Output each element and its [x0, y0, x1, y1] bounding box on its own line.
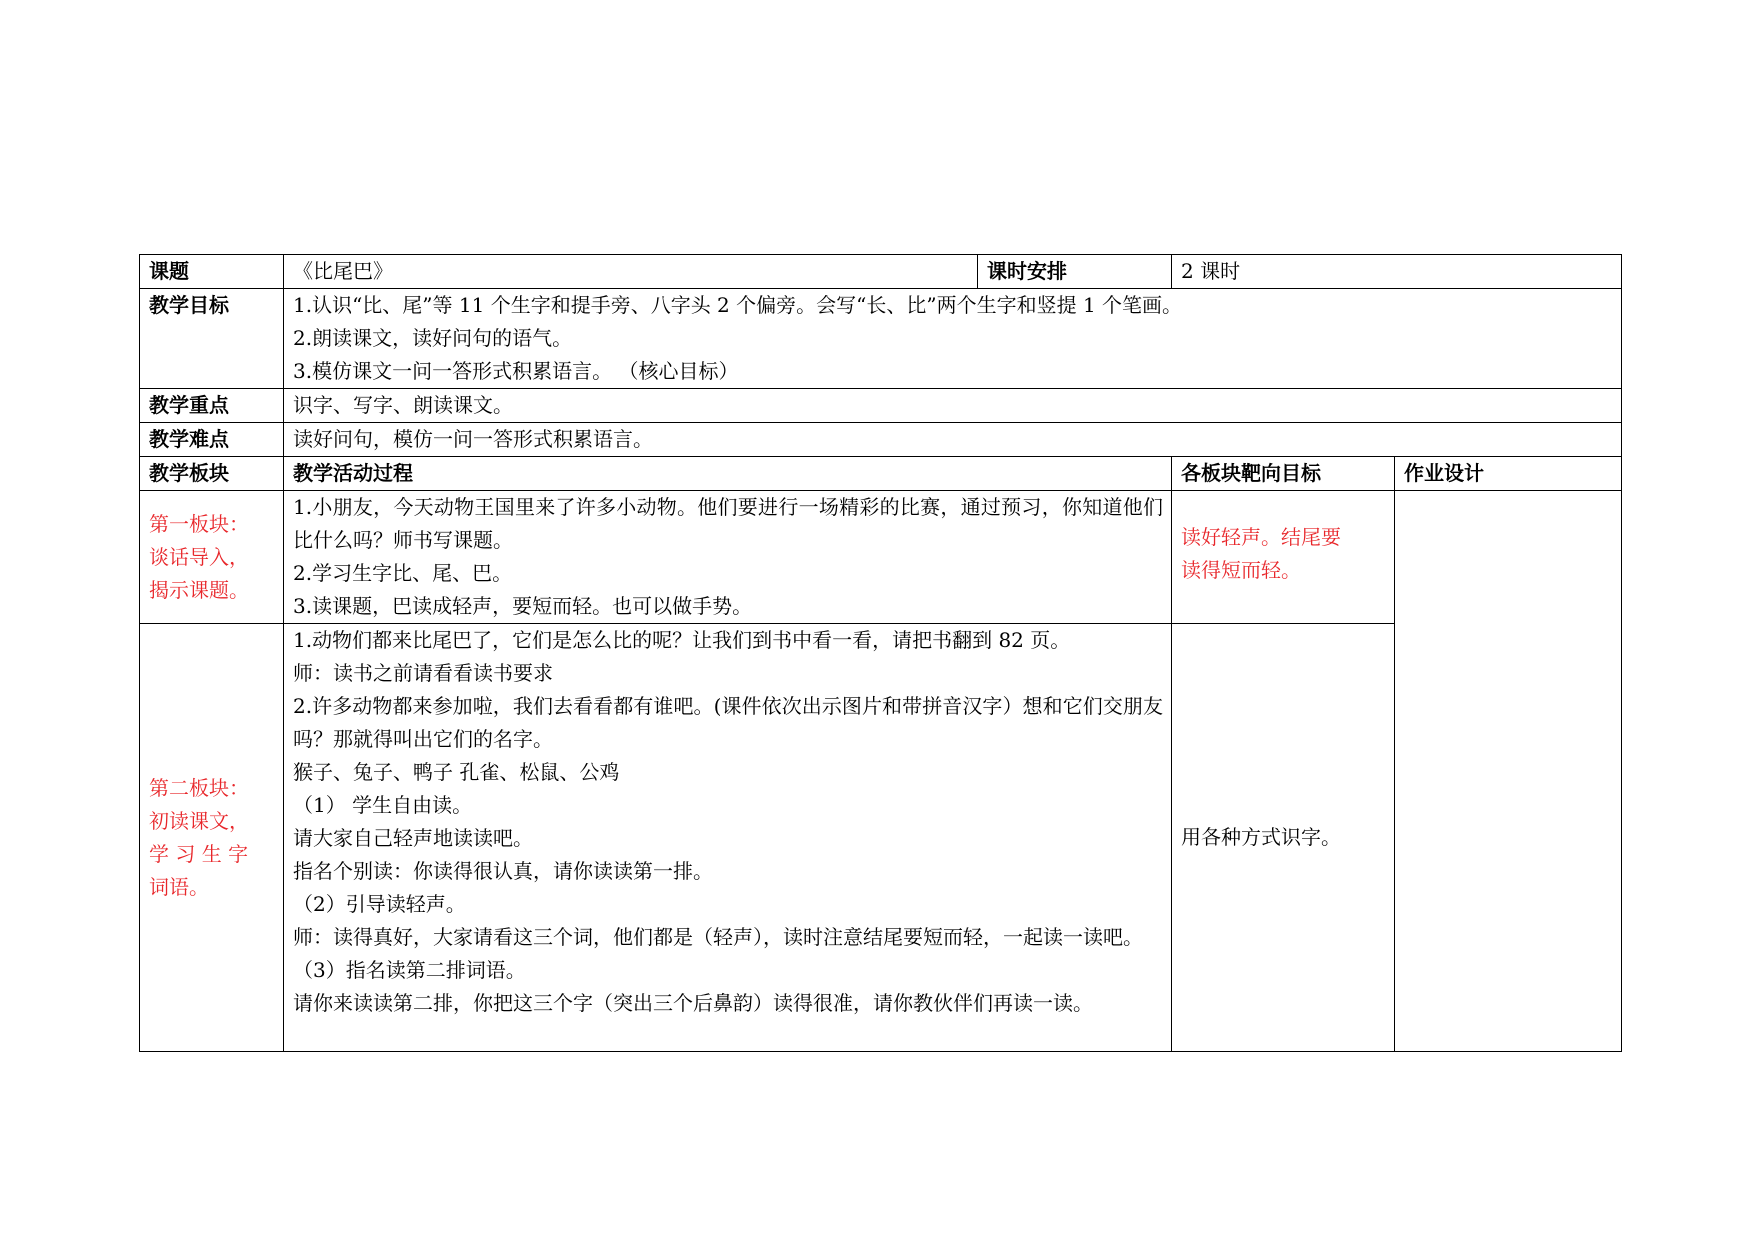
- process-step: 2.学习生字比、尾、巴。: [293, 561, 513, 585]
- schedule-value: 2 课时: [1172, 255, 1622, 289]
- block-process: [284, 624, 1172, 1052]
- objective-item: 3.模仿课文一问一答形式积累语言。 （核心目标）: [293, 359, 739, 383]
- process-step: 请你来读读第二排，你把这三个字（突出三个后鼻韵）读得很准，请你教伙伴们再读一读。: [293, 991, 1093, 1015]
- process-step: 请大家自己轻声地读读吧。: [293, 826, 533, 850]
- block-label: [140, 624, 284, 1052]
- block-label-line: 揭示课题。: [149, 577, 249, 602]
- process-step: 猴子、兔子、鸭子 孔雀、松鼠、公鸡: [293, 760, 620, 784]
- target-line: 用各种方式识字。: [1181, 825, 1341, 849]
- topic-value: 《比尾巴》: [284, 255, 978, 289]
- block-process: [284, 491, 1172, 624]
- topic-row: [140, 255, 1622, 289]
- process-step: （3）指名读第二排词语。: [293, 958, 526, 982]
- process-step: 3.读课题，巴读成轻声，要短而轻。也可以做手势。: [293, 594, 753, 618]
- block-label-line: 词语。: [149, 874, 209, 899]
- objective-item: 1.认识“比、尾”等 11 个生字和提手旁、八字头 2 个偏旁。会写“长、比”两个生字和竖提 1 个笔画。: [293, 293, 1183, 317]
- column-header-target: 各板块靶向目标: [1172, 457, 1395, 491]
- column-header-process: 教学活动过程: [284, 457, 1172, 491]
- schedule-label: 课时安排: [978, 255, 1172, 289]
- column-header-homework: 作业设计: [1395, 457, 1622, 491]
- block-label-line: 初读课文，: [149, 808, 249, 833]
- key-points-row: [140, 389, 1622, 423]
- column-header-row: [140, 457, 1622, 491]
- objectives-label: 教学目标: [140, 289, 284, 389]
- process-step: 师：读得真好，大家请看这三个词，他们都是（轻声），读时注意结尾要短而轻，一起读一读吧。: [293, 925, 1143, 949]
- block-label-line: 第一板块：: [149, 511, 249, 536]
- key-points-label: 教学重点: [140, 389, 284, 423]
- block-label-line: 谈话导入，: [149, 544, 249, 569]
- process-step: 师：读书之前请看看读书要求: [293, 661, 553, 685]
- block-label-line: 学 习 生 字: [149, 841, 249, 866]
- lesson-plan-table: [139, 254, 1622, 1052]
- block-target: [1172, 624, 1395, 1052]
- difficulties-value: 读好问句，模仿一问一答形式积累语言。: [284, 423, 1622, 457]
- process-step: 1.小朋友，今天动物王国里来了许多小动物。他们要进行一场精彩的比赛，通过预习，你知道他们比什么吗？师书写课题。: [293, 495, 1163, 552]
- block-row: [140, 491, 1622, 624]
- difficulties-label: 教学难点: [140, 423, 284, 457]
- column-header-block: 教学板块: [140, 457, 284, 491]
- block-label: [140, 491, 284, 624]
- objectives-content: [284, 289, 1622, 389]
- difficulties-row: [140, 423, 1622, 457]
- homework-cell: [1395, 491, 1622, 1052]
- process-step: （1） 学生自由读。: [293, 793, 473, 817]
- target-line: 读好轻声。结尾要: [1181, 525, 1341, 549]
- process-step: 指名个别读：你读得很认真，请你读读第一排。: [293, 859, 713, 883]
- block-target: [1172, 491, 1395, 624]
- process-step: 1.动物们都来比尾巴了，它们是怎么比的呢？让我们到书中看一看，请把书翻到 82 页。: [293, 628, 1071, 652]
- topic-label: 课题: [140, 255, 284, 289]
- objective-item: 2.朗读课文，读好问句的语气。: [293, 326, 573, 350]
- process-step: 2.许多动物都来参加啦，我们去看看都有谁吧。(课件依次出示图片和带拼音汉字）想和它们交朋友吗？那就得叫出它们的名字。: [293, 694, 1163, 751]
- objectives-row: [140, 289, 1622, 389]
- process-step: （2）引导读轻声。: [293, 892, 466, 916]
- block-label-line: 第二板块：: [149, 775, 249, 800]
- target-line: 读得短而轻。: [1181, 558, 1301, 582]
- key-points-value: 识字、写字、朗读课文。: [284, 389, 1622, 423]
